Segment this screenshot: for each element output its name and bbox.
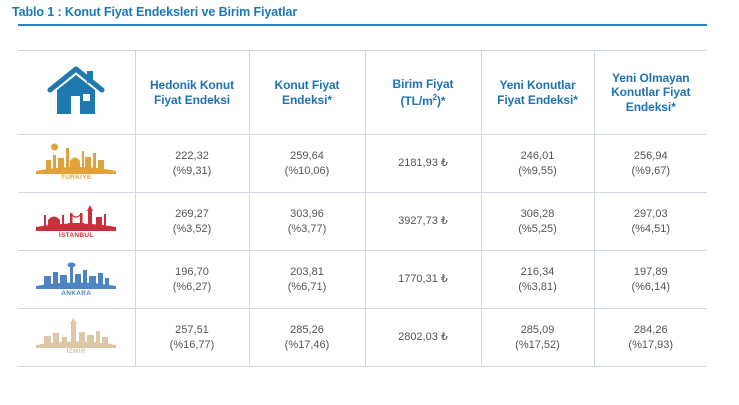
hedonik-cell: 222,32 (%9,31): [135, 135, 249, 193]
birim-cell: 2802,03 ₺: [365, 309, 481, 367]
konut-cell: 303,96 (%3,77): [249, 193, 365, 251]
yeni-cell: 216,34 (%3,81): [481, 251, 594, 309]
header-icon-cell: [18, 51, 135, 135]
table-row: [18, 309, 707, 367]
col-header-yeni-olmayan: Yeni Olmayan Konutlar Fiyat Endeksi*: [594, 51, 707, 135]
hedonik-cell: 196,70 (%6,27): [135, 251, 249, 309]
city-label: TÜRKİYE: [60, 174, 92, 181]
house-icon: [47, 66, 105, 120]
city-cell-istanbul: [18, 193, 135, 251]
ankara-skyline-icon: [30, 255, 122, 299]
city-cell-izmir: [18, 309, 135, 367]
price-index-table: [18, 50, 707, 367]
birim-cell: 2181,93 ₺: [365, 135, 481, 193]
yeni-olmayan-cell: 256,94 (%9,67): [594, 135, 707, 193]
yeni-cell: 285,09 (%17,52): [481, 309, 594, 367]
city-cell-turkiye: [18, 135, 135, 193]
yeni-olmayan-cell: 297,03 (%4,51): [594, 193, 707, 251]
title-underline: [18, 24, 707, 26]
konut-cell: 203,81 (%6,71): [249, 251, 365, 309]
col-header-hedonik: Hedonik Konut Fiyat Endeksi: [135, 51, 249, 135]
city-label: İZMİR: [66, 348, 86, 355]
table-row: [18, 251, 707, 309]
city-cell-ankara: [18, 251, 135, 309]
izmir-skyline-icon: [30, 313, 122, 357]
birim-cell: 3927,73 ₺: [365, 193, 481, 251]
yeni-olmayan-cell: 197,89 (%6,14): [594, 251, 707, 309]
birim-cell: 1770,31 ₺: [365, 251, 481, 309]
col-header-birim: [365, 51, 481, 135]
konut-cell: 259,64 (%10,06): [249, 135, 365, 193]
table-row: [18, 193, 707, 251]
yeni-olmayan-cell: 284,26 (%17,93): [594, 309, 707, 367]
birim-header-text: Birim Fiyat $(TL/m^2)*$: [392, 76, 454, 108]
header-row: [18, 51, 707, 135]
city-label: ANKARA: [61, 290, 92, 297]
city-label: İSTANBUL: [58, 232, 94, 239]
col-header-yeni: Yeni Konutlar Fiyat Endeksi*: [481, 51, 594, 135]
col-header-konut: Konut Fiyat Endeksi*: [249, 51, 365, 135]
konut-cell: 285,26 (%17,46): [249, 309, 365, 367]
istanbul-skyline-icon: [30, 197, 122, 241]
hedonik-cell: 269,27 (%3,52): [135, 193, 249, 251]
hedonik-cell: 257,51 (%16,77): [135, 309, 249, 367]
turkiye-skyline-icon: [30, 139, 122, 183]
table-row: [18, 135, 707, 193]
table-title: Tablo 1 : Konut Fiyat Endeksleri ve Birim Fiyatlar: [12, 5, 298, 19]
yeni-cell: 246,01 (%9,55): [481, 135, 594, 193]
yeni-cell: 306,28 (%5,25): [481, 193, 594, 251]
